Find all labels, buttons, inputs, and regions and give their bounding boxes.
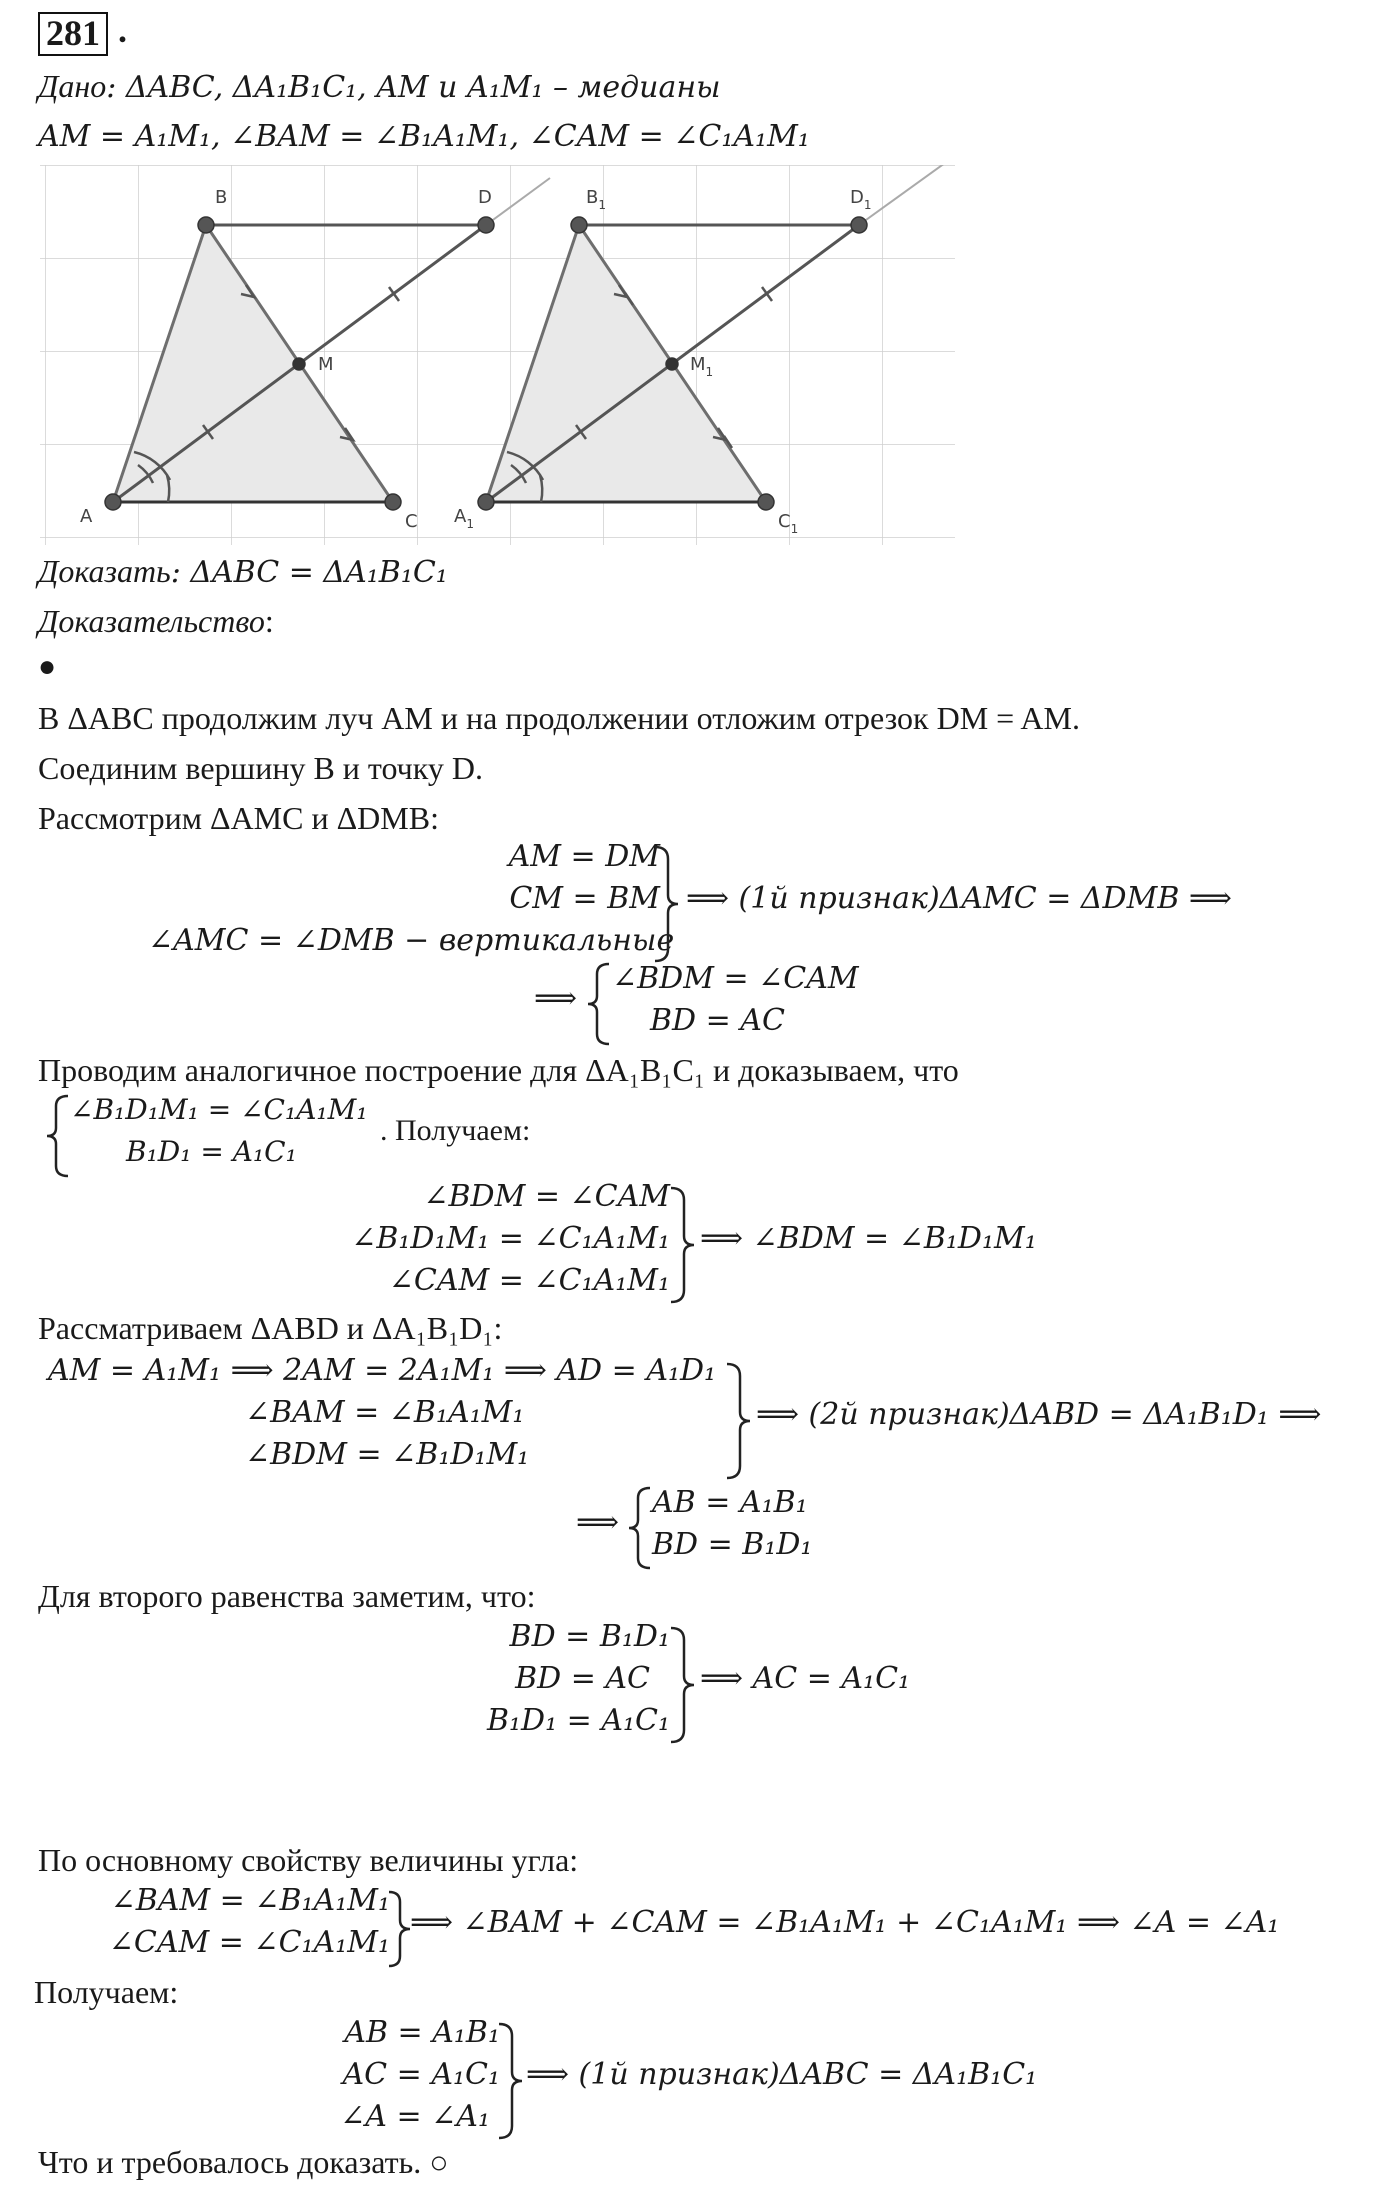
geometry-figure [40, 165, 955, 545]
right-brace-9 [496, 2022, 526, 2140]
system9-result: ⟹ (1й признак)ΔABC = ΔA₁B₁C₁ [526, 2057, 1038, 2092]
system2-pre: ⟹ [534, 981, 578, 1016]
label-b: B [215, 187, 228, 208]
given-label: Дано [38, 68, 107, 104]
system1-line1: AM = DM [508, 839, 660, 874]
system4-line1: ∠BDM = ∠CAM [423, 1179, 670, 1214]
problem-number-dot: . [118, 10, 127, 50]
paragraph-2: Соединим вершину B и точку D. [38, 750, 483, 786]
point-a [105, 494, 121, 510]
point-b1 [571, 217, 587, 233]
proof-label: Доказательство [38, 603, 265, 639]
system6-pre: ⟹ [576, 1505, 620, 1540]
system9-line3: ∠A = ∠A₁ [340, 2099, 490, 2134]
system7-line3: B₁D₁ = A₁C₁ [486, 1703, 670, 1738]
paragraph-9: Что и требовалось доказать. ○ [38, 2144, 449, 2180]
paragraph-8: Получаем: [34, 1974, 179, 2010]
label-c: C [405, 511, 418, 532]
system5-line1: AM = A₁M₁ ⟹ 2AM = 2A₁M₁ ⟹ AD = A₁D₁ [48, 1353, 717, 1388]
point-m1 [666, 358, 678, 370]
system8-line1: ∠BAM = ∠B₁A₁M₁ [110, 1883, 390, 1918]
system5-line2: ∠BAM = ∠B₁A₁M₁ [245, 1395, 525, 1430]
system4-result: ⟹ ∠BDM = ∠B₁D₁M₁ [700, 1221, 1037, 1256]
paragraph-3: Рассмотрим ΔAMC и ΔDMB: [38, 800, 439, 836]
label-a: A [80, 506, 93, 527]
point-m [293, 358, 305, 370]
label-b1: $B_1$ [586, 187, 606, 212]
system2-line2: BD = AC [650, 1003, 785, 1038]
prove-label: Доказать [38, 553, 171, 589]
system5-result: ⟹ (2й признак)ΔABD = ΔA₁B₁D₁ ⟹ [756, 1397, 1322, 1432]
system7-line1: BD = B₁D₁ [509, 1619, 670, 1654]
system6-line2: BD = B₁D₁ [652, 1527, 813, 1562]
system1-line3: ∠AMC = ∠DMB − вертикальные [148, 923, 675, 958]
system2-line1: ∠BDM = ∠CAM [612, 961, 859, 996]
paragraph-4: Проводим аналогичное построение для ΔA₁B₁C₁ и доказываем, что [38, 1052, 959, 1088]
proof-heading [38, 603, 274, 640]
problem-number: 281 [38, 12, 108, 56]
point-d [478, 217, 494, 233]
left-brace-3 [44, 1094, 72, 1178]
point-c [385, 494, 401, 510]
label-m1: $M_1$ [690, 354, 714, 379]
point-d1 [851, 217, 867, 233]
point-c1 [758, 494, 774, 510]
label-c1: $C_1$ [778, 511, 799, 536]
given-line [38, 68, 721, 106]
system9-line1: AB = A₁B₁ [344, 2015, 500, 2050]
label-m: M [318, 354, 334, 375]
given-line-2: AM = A₁M₁, ∠BAM = ∠B₁A₁M₁, ∠CAM = ∠C₁A₁M₁ [38, 119, 810, 154]
right-brace-4 [668, 1186, 698, 1304]
system9-line2: AC = A₁C₁ [342, 2057, 500, 2092]
label-d: D [478, 187, 492, 208]
system1-result: ⟹ (1й признак)ΔAMC = ΔDMB ⟹ [686, 881, 1232, 916]
system5-line3: ∠BDM = ∠B₁D₁M₁ [245, 1437, 530, 1472]
paragraph-5: Рассматриваем ΔABD и ΔA₁B₁D₁: [38, 1310, 503, 1346]
right-brace-5 [724, 1362, 754, 1480]
paragraph-6: Для второго равенства заметим, что: [38, 1578, 536, 1614]
system3-line2: B₁D₁ = A₁C₁ [126, 1135, 297, 1168]
system7-result: ⟹ AC = A₁C₁ [700, 1661, 911, 1696]
proof-colon: : [264, 603, 274, 639]
system3-post: . Получаем: [380, 1114, 531, 1147]
paragraph-1: В ΔABC продолжим луч AM и на продолжении отложим отрезок DM = AM. [38, 700, 1080, 736]
left-brace-2 [585, 962, 613, 1046]
point-b [198, 217, 214, 233]
right-brace-7 [668, 1626, 698, 1744]
prove-text: : ΔABC = ΔA₁B₁C₁ [170, 555, 448, 590]
system3-line1: ∠B₁D₁M₁ = ∠C₁A₁M₁ [70, 1093, 368, 1126]
system6-line1: AB = A₁B₁ [652, 1485, 808, 1520]
given-text: : ΔABC, ΔA₁B₁C₁, AM и A₁M₁ – медианы [106, 70, 721, 105]
bullet: ● [38, 650, 57, 683]
system4-line2: ∠B₁D₁M₁ = ∠C₁A₁M₁ [351, 1221, 670, 1256]
right-brace-1 [652, 845, 682, 963]
paragraph-7: По основному свойству величины угла: [38, 1842, 579, 1878]
system7-line2: BD = AC [515, 1661, 650, 1696]
prove-line [38, 553, 448, 591]
system8-result: ⟹ ∠BAM + ∠CAM = ∠B₁A₁M₁ + ∠C₁A₁M₁ ⟹ ∠A = ∠A₁ [410, 1905, 1280, 1940]
label-a1: $A_1$ [454, 506, 474, 531]
label-d1: $D_1$ [850, 187, 872, 212]
system1-line2: CM = BM [509, 881, 660, 916]
left-brace-6 [626, 1486, 654, 1570]
system8-line2: ∠CAM = ∠C₁A₁M₁ [108, 1925, 390, 1960]
system4-line3: ∠CAM = ∠C₁A₁M₁ [388, 1263, 670, 1298]
point-a1 [478, 494, 494, 510]
